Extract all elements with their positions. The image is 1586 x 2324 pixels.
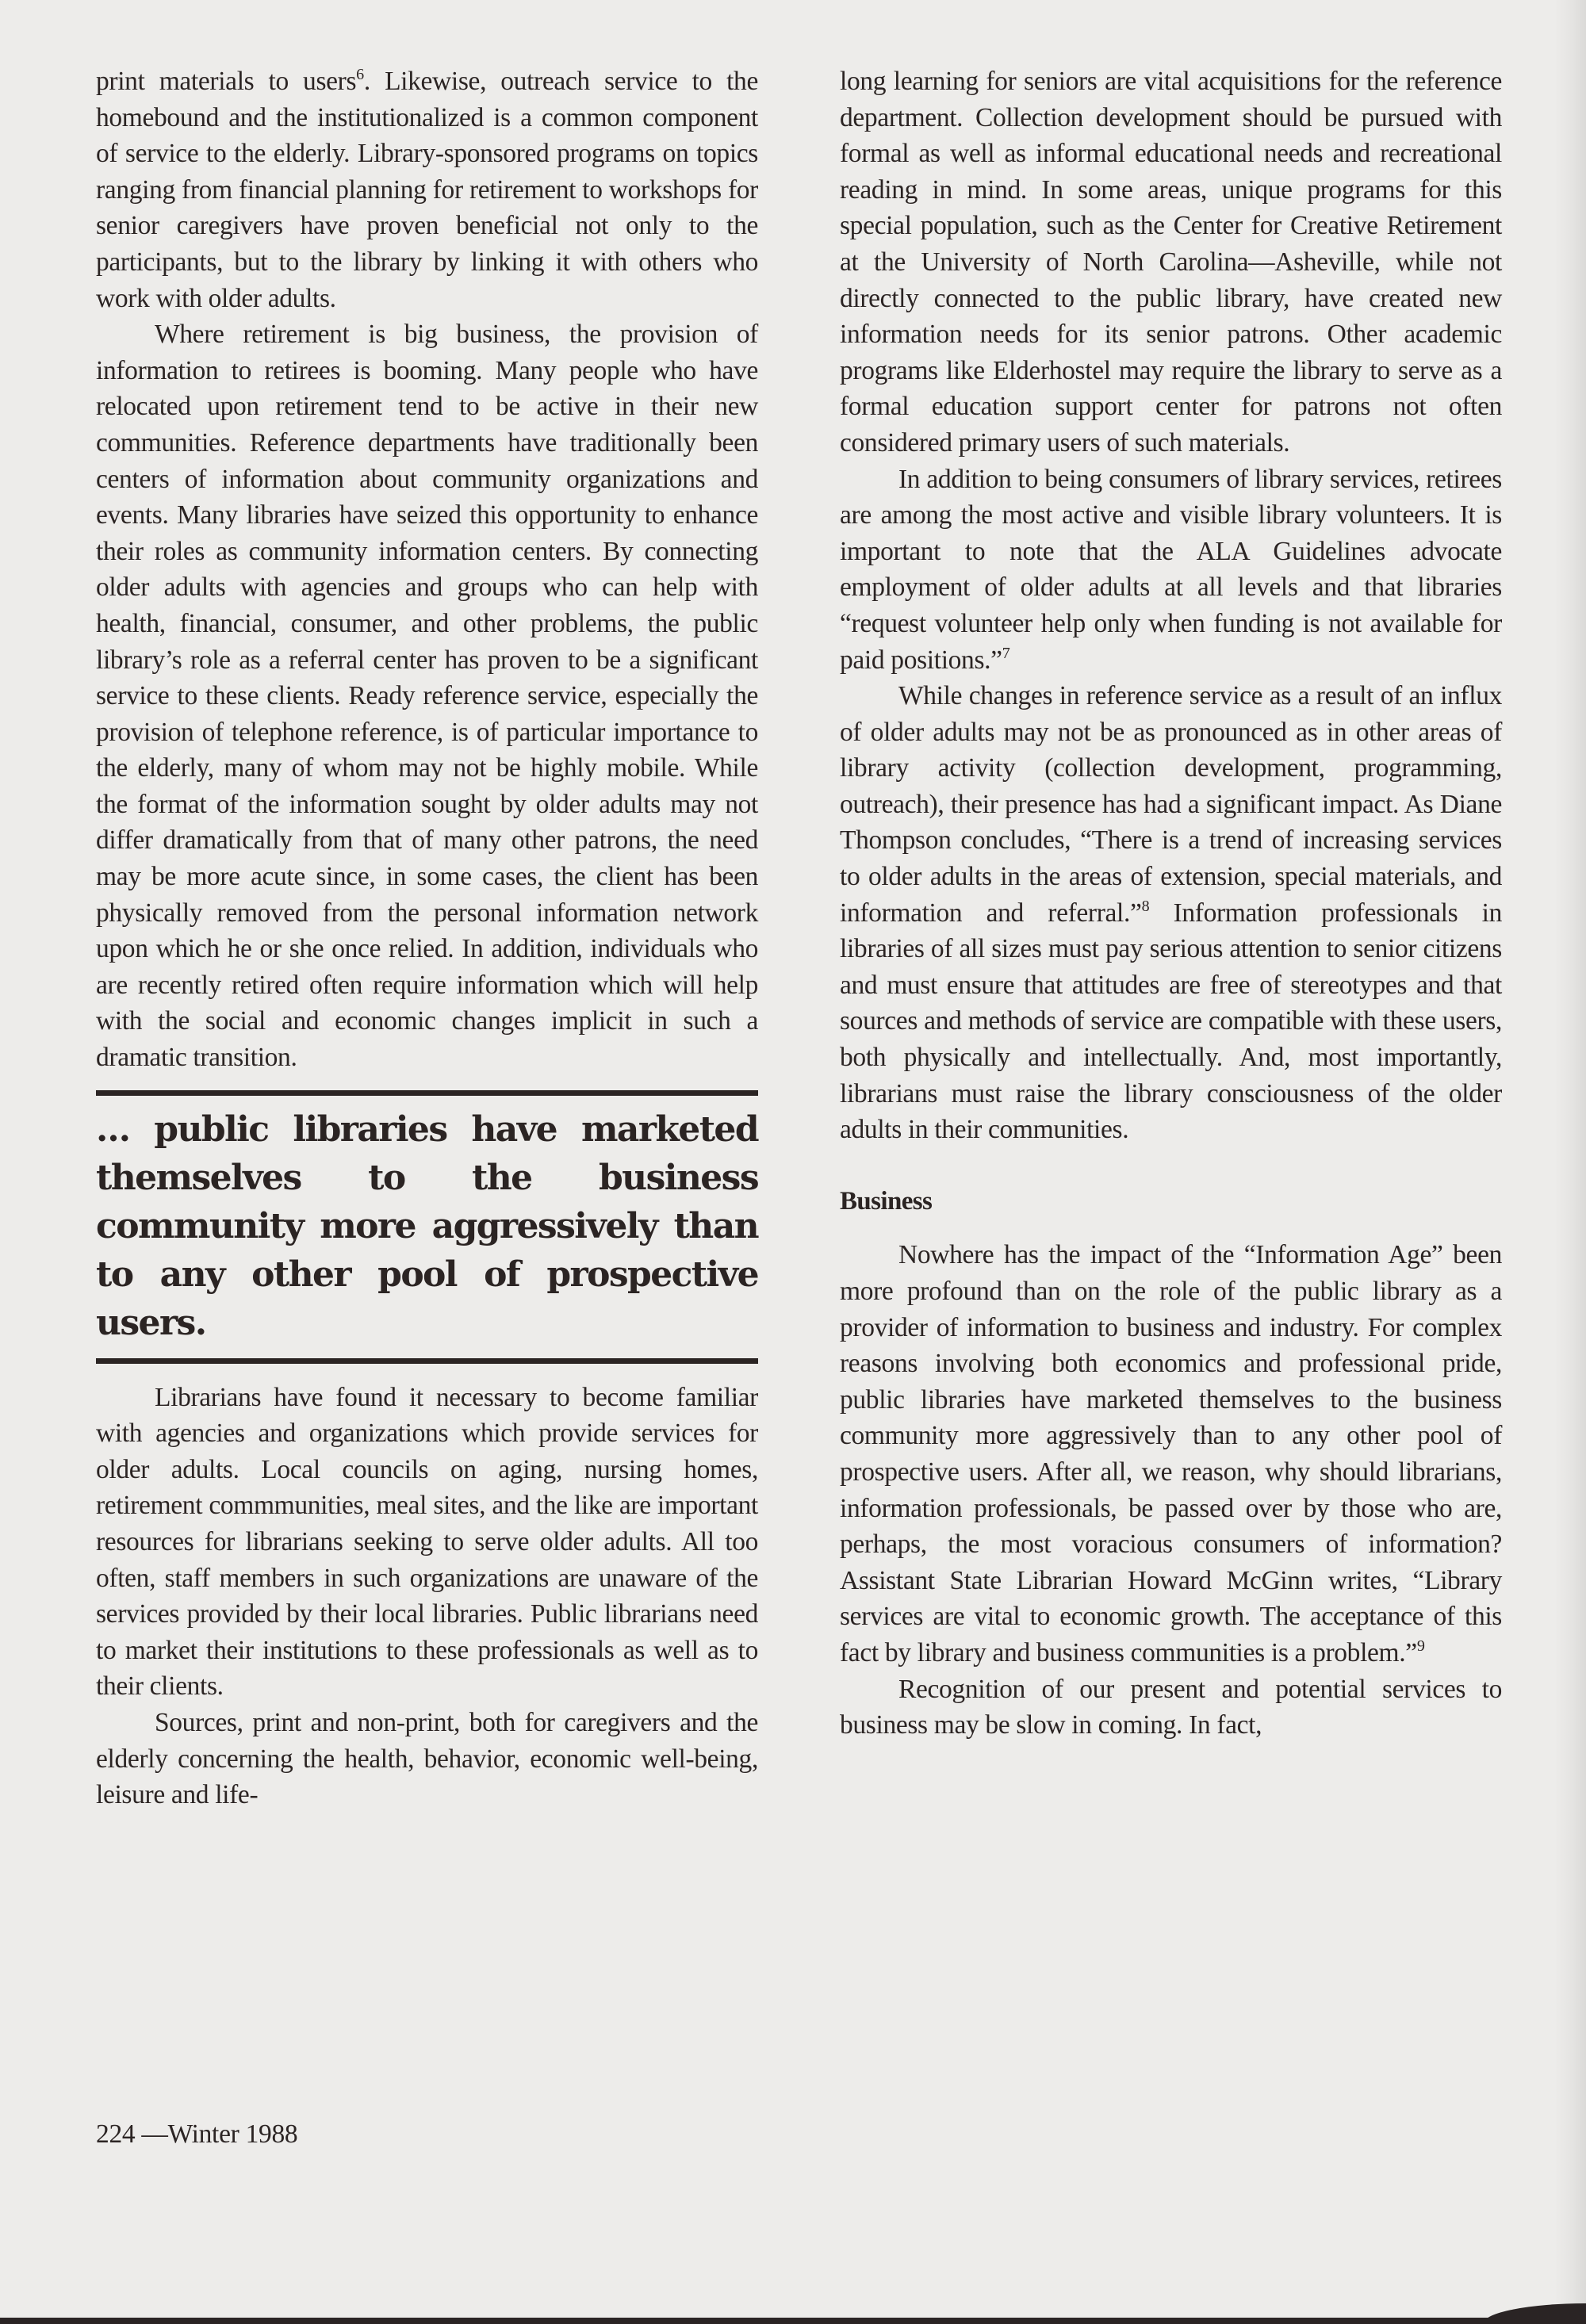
paragraph-text: While changes in reference service as a result of an influx of older adults may not be as pronounced as in other areas of library activity (collection development, programming, outreach), their presence has had a significant impact. As Diane Thompson concludes, “There is a trend of increasing services to older adults in the areas of extension, special materials, and information and referral.”: [840, 681, 1502, 928]
paragraph: Sources, print and non-print, both for caregivers and the elderly concerning the health, behavior, economic well-being, leisure and life-: [96, 1707, 758, 1810]
paragraph-text: In addition to being consumers of library services, retirees are among the most active and visible library volunteers. It is important to note that the ALA Guidelines advocate employment of older adults at all levels and that libraries “request volunteer help only when funding is not available for paid positions.”: [840, 464, 1502, 675]
left-column: [96, 63, 758, 1813]
paragraph: [840, 1237, 1502, 1671]
paragraph-text: print materials to users: [96, 67, 357, 96]
paragraph: Recognition of our present and potential services to business may be slow in coming. In fact,: [840, 1674, 1502, 1740]
paragraph: long learning for seniors are vital acquisitions for the reference department. Collection development should be pursued with formal as well as informal educational needs and recreational reading in mind. In some areas, unique programs for this special population, such as the Center for Creative Retirement at the University of North Carolina—Asheville, while not directly connected to the public library, have created new information needs for its senior patrons. Other academic programs like Elderhostel may require the library to serve as a formal education support center for patrons not often considered primary users of such materials.: [840, 67, 1502, 458]
paragraph-text: Information professionals in libraries of all sizes must pay serious attention to senior citizens and must ensure that attitudes are free of stereotypes and that sources and methods of service are compatible with these users, both physically and intellectually. And, most importantly, librarians must raise the library consciousness of the older adults in their communities.: [840, 898, 1502, 1145]
right-column: [840, 63, 1502, 1744]
footnote-ref: 7: [1002, 644, 1010, 662]
page-edge-shading: [1554, 0, 1586, 2324]
footnote-ref: 8: [1141, 897, 1150, 915]
paragraph: Where retirement is big business, the provision of information to retirees is booming. Many people who have relocated upon retirement tend to be active in their new communities. Reference departments have traditionally been centers of information about community organizations and events. Many libraries have seized this opportunity to enhance their roles as community information centers. By connecting older adults with agencies and groups who can help with health, financial, consumer, and other problems, the public library’s role as a referral center has proven to be a significant service to these clients. Ready reference service, especially the provision of telephone reference, is of particular importance to the elderly, many of whom may not be highly mobile. While the format of the information sought by older adults may not differ dramatically from that of many other patrons, the need may be more acute since, in some cases, the client has been physically removed from the personal information network upon which he or she once relied. In addition, individuals who are recently retired often require information which will help with the social and economic changes implicit in such a dramatic transition.: [96, 320, 758, 1073]
pull-quote: [96, 1090, 758, 1364]
section-heading-business: Business: [840, 1186, 933, 1216]
footnote-ref: 6: [356, 65, 364, 83]
page-bottom-edge: [0, 2318, 1586, 2324]
footnote-ref: 9: [1416, 1637, 1425, 1655]
page-folio: 224 —Winter 1988: [96, 2119, 298, 2149]
pull-quote-text: … public libraries have marketed themselves to the business community more aggressively than to any other pool of prospective users.: [96, 1108, 758, 1343]
paragraph-text: Nowhere has the impact of the “Information Age” been more profound than on the role of the public library as a provider of information to business and industry. For complex reasons involving both economics and professional pride, public libraries have marketed themselves to the business community more aggressively than to any other pool of prospective users. After all, we reason, why should librarians, information professionals, be passed over by those who are, perhaps, the most voracious consumers of information? Assistant State Librarian Howard McGinn writes, “Library services are vital to economic growth. The acceptance of this fact by library and business communities is a problem.”: [840, 1240, 1502, 1667]
paragraph: [840, 678, 1502, 1148]
paragraph-text: . Likewise, outreach service to the homebound and the institutionalized is a common component of service to the elderly. Library-sponsored programs on topics ranging from financial planning for retirement to workshops for senior caregivers have proven beneficial not only to the participants, but to the library by linking it with others who work with older adults.: [96, 67, 758, 313]
paragraph: [96, 63, 758, 316]
paragraph: Librarians have found it necessary to become familiar with agencies and organizations which provide services for older adults. Local councils on aging, nursing homes, retirement commmunities, meal sites, and the like are important resources for librarians seeking to serve older adults. All too often, staff members in such organizations are unaware of the services provided by their local libraries. Public librarians need to market their institutions to these professionals as well as to their clients.: [96, 1382, 758, 1702]
paragraph: [840, 461, 1502, 679]
page-corner-curl: [1483, 2303, 1586, 2324]
